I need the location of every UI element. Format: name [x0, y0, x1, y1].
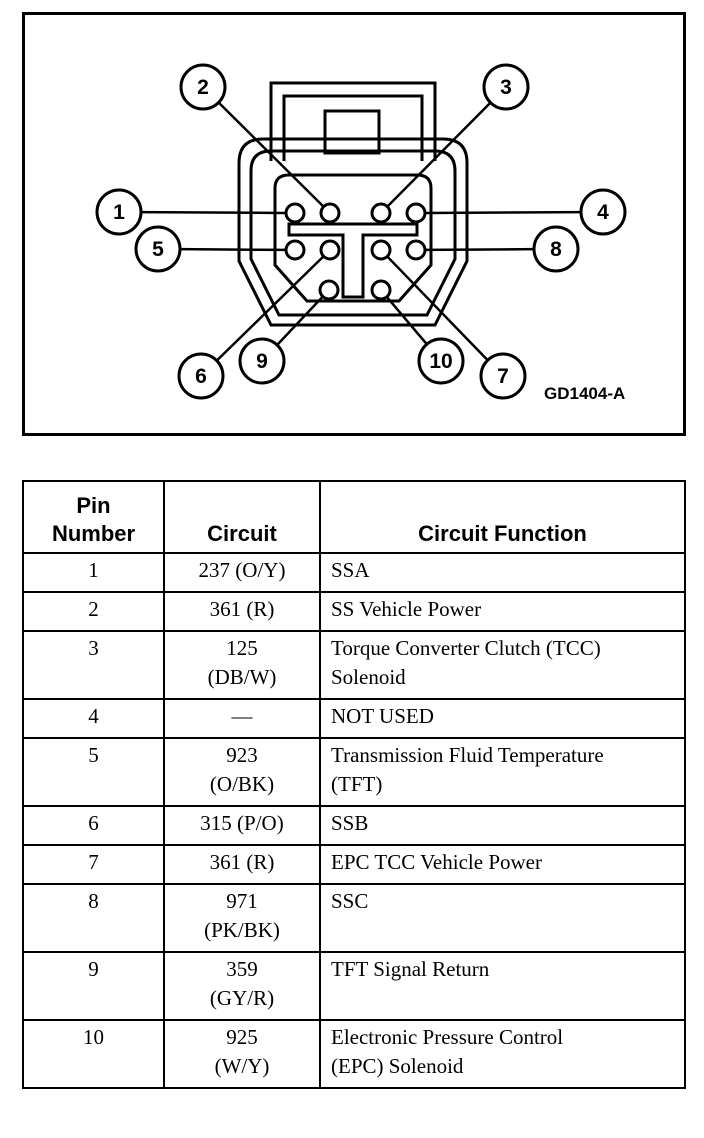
pin-hole-10: [372, 281, 390, 299]
table-row: [23, 553, 685, 592]
circuit-function-cell: SSB: [320, 806, 685, 845]
callout-label-8: 8: [550, 238, 562, 261]
leader-line-1: [141, 212, 285, 213]
pin-hole-5: [286, 241, 304, 259]
header-circuit-function: Circuit Function: [320, 481, 685, 553]
figure-code: GD1404-A: [544, 384, 626, 403]
circuit-cell: 315 (P/O): [164, 806, 320, 845]
pin-hole-8: [407, 241, 425, 259]
table-row: [23, 592, 685, 631]
pin-number-cell: 4: [23, 699, 164, 738]
circuit-cell: 923 (O/BK): [164, 738, 320, 806]
circuit-cell: 361 (R): [164, 845, 320, 884]
pin-number-cell: 1: [23, 553, 164, 592]
circuit-function-cell: SSA: [320, 553, 685, 592]
pin-hole-4: [407, 204, 425, 222]
pin-hole-1: [286, 204, 304, 222]
circuit-cell: 237 (O/Y): [164, 553, 320, 592]
pin-number-cell: 9: [23, 952, 164, 1020]
circuit-function-cell: NOT USED: [320, 699, 685, 738]
callout-label-2: 2: [197, 76, 209, 99]
callout-label-1: 1: [113, 201, 125, 224]
circuit-cell: 925 (W/Y): [164, 1020, 320, 1088]
circuit-cell: 125 (DB/W): [164, 631, 320, 699]
circuit-function-cell: Torque Converter Clutch (TCC) Solenoid: [320, 631, 685, 699]
pin-hole-7: [372, 241, 390, 259]
pin-number-cell: 7: [23, 845, 164, 884]
table-row: [23, 631, 685, 699]
connector-diagram: [25, 15, 683, 433]
circuit-cell: 971 (PK/BK): [164, 884, 320, 952]
table-header-row: [23, 481, 685, 553]
circuit-cell: —: [164, 699, 320, 738]
pin-number-cell: 5: [23, 738, 164, 806]
circuit-function-cell: SS Vehicle Power: [320, 592, 685, 631]
callout-label-3: 3: [500, 76, 512, 99]
table-row: [23, 806, 685, 845]
circuit-function-cell: EPC TCC Vehicle Power: [320, 845, 685, 884]
callout-label-9: 9: [256, 350, 268, 373]
table-row: [23, 1020, 685, 1088]
circuit-cell: 359 (GY/R): [164, 952, 320, 1020]
leader-line-8: [426, 249, 534, 250]
circuit-function-cell: SSC: [320, 884, 685, 952]
table-row: [23, 884, 685, 952]
leader-line-10: [387, 298, 426, 345]
callout-label-5: 5: [152, 238, 164, 261]
pin-hole-2: [321, 204, 339, 222]
pin-number-cell: 10: [23, 1020, 164, 1088]
circuit-function-cell: Electronic Pressure Control (EPC) Solenoid: [320, 1020, 685, 1088]
callout-label-6: 6: [195, 365, 207, 388]
pin-circuit-table: [22, 480, 686, 1089]
pin-number-cell: 3: [23, 631, 164, 699]
leader-line-4: [426, 212, 581, 213]
table-row: [23, 738, 685, 806]
table-row: [23, 845, 685, 884]
leader-line-5: [180, 249, 285, 250]
table-row: [23, 699, 685, 738]
leader-line-3: [388, 103, 490, 206]
pin-hole-6: [321, 241, 339, 259]
callout-label-10: 10: [429, 350, 453, 373]
header-circuit: Circuit: [164, 481, 320, 553]
header-pin-number: Pin Number: [23, 481, 164, 553]
pin-number-cell: 6: [23, 806, 164, 845]
table-row: [23, 952, 685, 1020]
pin-hole-9: [320, 281, 338, 299]
leader-line-9: [277, 297, 322, 345]
circuit-function-cell: Transmission Fluid Temperature (TFT): [320, 738, 685, 806]
circuit-function-cell: TFT Signal Return: [320, 952, 685, 1020]
callout-label-7: 7: [497, 365, 509, 388]
pin-hole-3: [372, 204, 390, 222]
connector-diagram-panel: [22, 12, 686, 436]
pin-number-cell: 2: [23, 592, 164, 631]
callout-label-4: 4: [597, 201, 609, 224]
connector-body: [239, 83, 467, 325]
circuit-cell: 361 (R): [164, 592, 320, 631]
pin-number-cell: 8: [23, 884, 164, 952]
